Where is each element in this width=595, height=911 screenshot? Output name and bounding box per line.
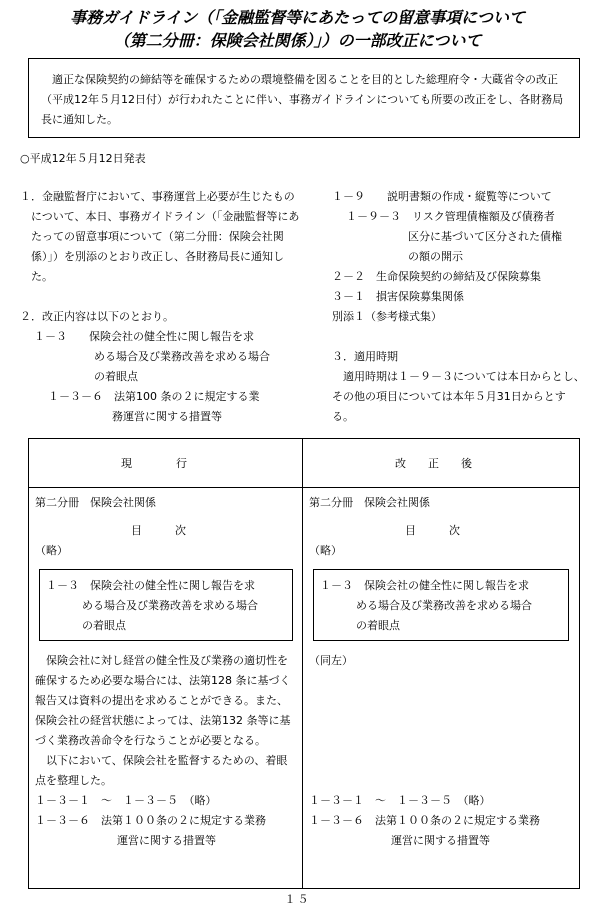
document-title [0, 6, 595, 52]
revised-item-a: １－３－１ ～ １－３－５ （略） [309, 794, 491, 807]
appendix-1: 別添１（参考様式集） [332, 310, 442, 323]
comparison-table [28, 438, 580, 889]
item-2: ２．改正内容は以下のとおり。 [20, 310, 174, 323]
item-1-9-3-cont-2: の額の開示 [408, 250, 463, 263]
revised-item-b: １－３－６ 法第１００条の２に規定する業務 [309, 814, 540, 827]
current-box-line-2: める場合及び業務改善を求める場合 [82, 599, 258, 612]
header-current: 現 行 [121, 457, 187, 470]
revised-abbr: （略） [309, 544, 342, 557]
current-section: 第二分冊 保険会社関係 [35, 496, 156, 509]
item-3-text: 適用時期は１－９－３については本日からとし、その他の項目については本年５月31日からとする。 [332, 370, 585, 423]
revised-box-line-2: める場合及び業務改善を求める場合 [356, 599, 532, 612]
current-toc: 目 次 [131, 524, 186, 537]
item-1-9: １－９ 説明書類の作成・縦覧等について [332, 190, 552, 203]
sub-item-1-3-6-cont: 務運営に関する措置等 [112, 410, 222, 423]
current-item-a: １－３－１ ～ １－３－５ （略） [35, 794, 217, 807]
current-column [35, 487, 297, 851]
current-para-2: 以下において、保険会社を監督するための、着眼点を整理した。 [35, 754, 288, 787]
current-box-line-3: の着眼点 [82, 619, 126, 632]
sub-item-1-3-cont-2: の着眼点 [94, 370, 138, 383]
revised-section: 第二分冊 保険会社関係 [309, 496, 430, 509]
left-column [20, 187, 300, 427]
release-date: ○平成12年５月12日発表 [20, 152, 146, 165]
current-box-line-1: １－３ 保険会社の健全性に関し報告を求 [46, 579, 255, 592]
revised-item-b-cont: 運営に関する措置等 [391, 834, 490, 847]
revised-item-box [313, 569, 569, 641]
page-number: １５ [284, 893, 311, 906]
current-item-box [39, 569, 293, 641]
current-item-b: １－３－６ 法第１００条の２に規定する業務 [35, 814, 266, 827]
current-item-b-cont: 運営に関する措置等 [117, 834, 216, 847]
revised-box-line-3: の着眼点 [356, 619, 400, 632]
revised-same: （同左） [309, 654, 353, 667]
intro-box [28, 58, 580, 138]
table-header [29, 439, 579, 488]
sub-item-1-3: １－３ 保険会社の健全性に関し報告を求 [34, 330, 254, 343]
item-1-9-3: １－９－３ リスク管理債権額及び債務者 [346, 210, 555, 223]
item-3-1: ３－１ 損害保険募集関係 [332, 290, 464, 303]
current-para-1: 保険会社に対し経営の健全性及び業務の適切性を確保するため必要な場合には、法第128 条に基づく報告又は資料の提出を求めることができる。また、保険会社の経営状態によっては、法第132 条等に基づく業務改善命令を行なうことが必要となる。 [35, 654, 291, 747]
revised-column [309, 487, 573, 851]
revised-toc: 目 次 [405, 524, 460, 537]
item-3-heading: ３．適用時期 [332, 350, 398, 363]
item-1-9-3-cont-1: 区分に基づいて区分された債権 [408, 230, 562, 243]
header-revised: 改 正 後 [395, 457, 472, 470]
title-line-1: 事務ガイドライン（「金融監督等にあたっての留意事項について [70, 8, 525, 27]
item-1: １．金融監督庁において、事務運営上必要が生じたものについて、本日、事務ガイドライン（「金融監督等にあたっての留意事項について（第二分冊：保険会社関係）」）を別添のとおり改正し、各財務局長に通知した。 [20, 190, 300, 283]
sub-item-1-3-cont-1: める場合及び業務改善を求める場合 [94, 350, 270, 363]
sub-item-1-3-6: １－３－６ 法第100 条の２に規定する業 [48, 390, 260, 403]
current-abbr: （略） [35, 544, 68, 557]
revised-box-line-1: １－３ 保険会社の健全性に関し報告を求 [320, 579, 529, 592]
table-divider [302, 439, 303, 888]
right-column [310, 187, 585, 427]
title-line-2: （第二分冊：保険会社関係）」）の一部改正について [113, 31, 482, 50]
item-2-2: ２－２ 生命保険契約の締結及び保険募集 [332, 270, 541, 283]
intro-text: 適正な保険契約の締結等を確保するための環境整備を図ることを目的とした総理府令・大蔵省令の改正（平成12年５月12日付）が行われたことに伴い、事務ガイドラインについても所要の改正をし、各財務局長に通知した。 [41, 73, 564, 126]
